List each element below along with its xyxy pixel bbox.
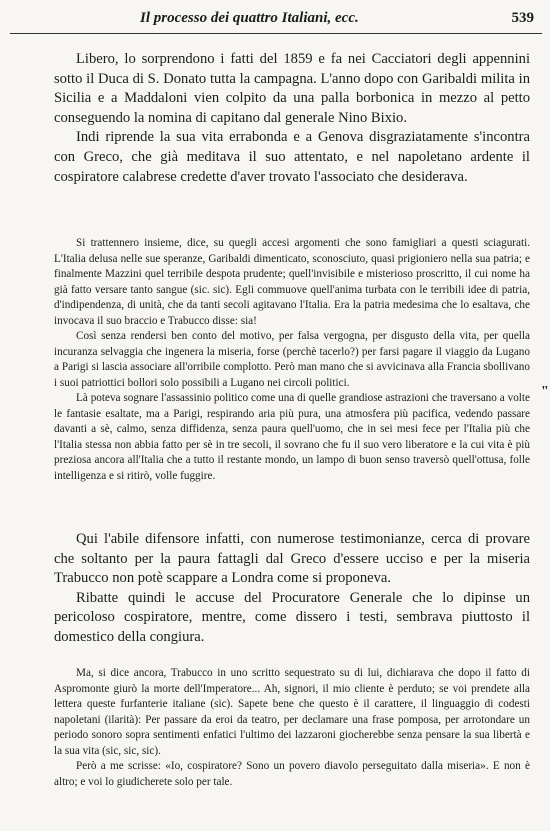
paragraph: Là poteva sognare l'assassinio politico come una di quelle grandiose astrazioni che traversano a volte le fantasie esaltate, ma a Parigi, respirando aria più pura, una atmosfera più pacifica, vedendo passare davanti a sè, calmo, senza diffidenza, senza paura quell'uomo, che in sei mesi fece per l'Italia più che l'Italia stessa non abbia fatto per sè in tre secoli, il sovrano che fu il suo vero liberatore e la cui vita è più preziosa ancora all'Italia che a tutto il restante mondo, un lampo di buon senso traversò quell'ottusa, folle intelligenza e si ritirò, volle fuggire. bbox=[54, 392, 530, 482]
paragraph: Così senza rendersi ben conto del motivo, per falsa vergogna, per disgusto della vita, per quella incuranza selvaggia che ingenera la miseria, forse (perchè tacerlo?) per farsi pagare il viaggio da Lugano a Parigi si lascia associare all'orribile complotto. Però man mano che si avvicinava alla Francia sbollivano i suoi patriottici bollori solo possibili a Lugano nei circoli politici. bbox=[54, 330, 530, 389]
header-rule bbox=[10, 33, 542, 34]
main-text-block-2 bbox=[54, 530, 530, 648]
margin-mark: " bbox=[541, 384, 549, 399]
running-title: Il processo dei quattro Italiani, ecc. bbox=[140, 10, 359, 26]
quoted-passage-2 bbox=[54, 666, 530, 790]
paragraph: Ma, si dice ancora, Trabucco in uno scritto sequestrato su di lui, dichiarava che dopo il fatto di Aspromonte giurò la morte dell'Imperatore... Ah, signori, il mio cliente è perduto; se voi prendete alla lettera queste furfanterie italiane (sic). Sapete bene che questo è il carattere, il linguaggio di codesti napoletani (ilarità): Per passare da eroi da teatro, per declamare una frase pomposa, per arrotondare un periodo sonoro sopra sentimenti enfatici l'ultimo dei lazzaroni giocherebbe senza pensare la sua libertà e la sua vita (sic, sic, sic). bbox=[54, 667, 530, 757]
paragraph: Qui l'abile difensore infatti, con numerose testimonianze, cerca di provare che soltanto per la paura fattagli dal Greco d'essere ucciso e per la miseria Trabucco non potè scappare a Londra come si proponeva. bbox=[54, 531, 530, 587]
paragraph: Libero, lo sorprendono i fatti del 1859 e fa nei Cacciatori degli appennini sotto il Duca di S. Donato tutta la campagna. L'anno dopo con Garibaldi milita in Sicilia e a Maddaloni vien colpito da una palla borbonica in mezzo al petto conseguendo la nomina di capitano dal generale Nino Bixio. bbox=[54, 51, 530, 126]
running-header bbox=[0, 4, 550, 26]
page-number: 539 bbox=[511, 10, 534, 26]
main-text-block-1 bbox=[54, 50, 530, 187]
paragraph: Però a me scrisse: «Io, cospiratore? Sono un povero diavolo perseguitato dalla miseria». E non è altro; e voi lo giudicherete solo per tale. bbox=[54, 760, 530, 788]
paragraph: Indi riprende la sua vita errabonda e a Genova disgraziatamente s'incontra con Greco, che già meditava il suo attentato, e nel napoletano ardente il cospiratore calabrese credette d'aver trovato l'associato che desiderava. bbox=[54, 129, 530, 185]
quoted-passage-1 bbox=[54, 236, 530, 484]
paragraph: Si trattennero insieme, dice, su quegli accesi argomenti che sono famigliari a questi sciagurati. L'Italia delusa nelle sue speranze, Garibaldi dimenticato, sconosciuto, quasi prigioniero nella sua patria; e finalmente Mazzini quel terribile despota prudente; quell'invisibile e misterioso proscritto, il cui nome ha già fatto versare tanto sangue (sic. sic). Egli commuove quell'anima turbata con le terribili idee di patria, d'indipendenza, di unità, che da tanti secoli agitavano l'Italia. Era la patria medesima che lo esaltava, che invocava il suo braccio e Trabucco disse: sia! bbox=[54, 237, 530, 327]
paragraph: Ribatte quindi le accuse del Procuratore Generale che lo dipinse un pericoloso cospiratore, mentre, come dissero i testi, sembrava piuttosto il domestico della congiura. bbox=[54, 589, 530, 645]
